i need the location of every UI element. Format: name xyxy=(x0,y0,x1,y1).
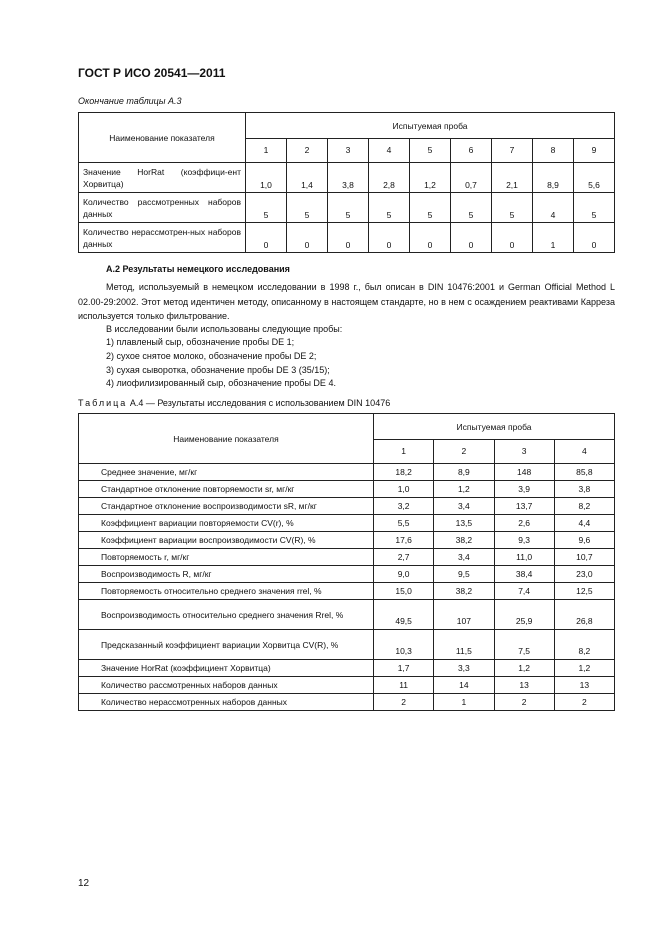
cell-value: 23,0 xyxy=(554,566,614,583)
cell-value: 10,7 xyxy=(554,549,614,566)
cell-value: 49,5 xyxy=(374,600,434,630)
cell-value: 11,5 xyxy=(434,630,494,660)
cell-value: 148 xyxy=(494,464,554,481)
cell-value: 8,2 xyxy=(554,630,614,660)
cell-value: 3,3 xyxy=(434,660,494,677)
cell-value: 2,8 xyxy=(369,163,410,193)
cell-value: 2 xyxy=(554,694,614,711)
table-a3-col-header: 3 xyxy=(328,139,369,163)
cell-value: 4 xyxy=(533,193,574,223)
cell-value: 3,4 xyxy=(434,549,494,566)
table-row xyxy=(79,464,615,481)
table-a4-col-header: 3 xyxy=(494,440,554,464)
cell-value: 1 xyxy=(533,223,574,253)
cell-value: 26,8 xyxy=(554,600,614,630)
cell-value: 1,2 xyxy=(554,660,614,677)
table-row xyxy=(79,630,615,660)
cell-value: 5,6 xyxy=(574,163,615,193)
cell-value: 13 xyxy=(554,677,614,694)
table-a3-col-header: 7 xyxy=(492,139,533,163)
cell-value: 1,0 xyxy=(374,481,434,498)
list-item: 4) лиофилизированный сыр, обозначение пробы DE 4. xyxy=(106,378,336,389)
cell-value: 0 xyxy=(451,223,492,253)
table-row xyxy=(79,532,615,549)
row-label: Количество рассмотренных наборов данных xyxy=(79,193,246,223)
cell-value: 3,8 xyxy=(554,481,614,498)
cell-value: 13,7 xyxy=(494,498,554,515)
cell-value: 38,4 xyxy=(494,566,554,583)
cell-value: 107 xyxy=(434,600,494,630)
table-a4-group-header: Испытуемая проба xyxy=(374,414,615,440)
cell-value: 10,3 xyxy=(374,630,434,660)
cell-value: 8,2 xyxy=(554,498,614,515)
cell-value: 9,3 xyxy=(494,532,554,549)
row-label: Предсказанный коэффициент вариации Хорвитца CV(R), % xyxy=(79,630,374,660)
row-label: Среднее значение, мг/кг xyxy=(79,464,374,481)
row-label: Значение HorRat (коэффици-ент Хорвитца) xyxy=(79,163,246,193)
table-row xyxy=(79,481,615,498)
section-paragraph: Метод, используемый в немецком исследовании в 1998 г., был описан в DIN 10476:2001 и German Official Method L 02.00-29:2002. Этот метод идентичен методу, описанному в настоящем стандарте, но в нем с осаждением реактивами Карреза используется только фильтрование. xyxy=(78,282,615,321)
table-row xyxy=(79,694,615,711)
cell-value: 3,4 xyxy=(434,498,494,515)
table-a3-col-header: 4 xyxy=(369,139,410,163)
cell-value: 5 xyxy=(451,193,492,223)
cell-value: 1,7 xyxy=(374,660,434,677)
list-item: 2) сухое снятое молоко, обозначение пробы DE 2; xyxy=(106,350,317,361)
table-a4-col-header: 2 xyxy=(434,440,494,464)
cell-value: 12,5 xyxy=(554,583,614,600)
table-row xyxy=(79,600,615,630)
table-row xyxy=(79,515,615,532)
cell-value: 85,8 xyxy=(554,464,614,481)
row-label: Стандартное отклонение воспроизводимости sR, мг/кг xyxy=(79,498,374,515)
cell-value: 0 xyxy=(287,223,328,253)
table-row xyxy=(79,193,615,223)
samples-intro: В исследовании были использованы следующие пробы: xyxy=(106,324,343,334)
table-a3-group-header: Испытуемая проба xyxy=(246,113,615,139)
samples-list xyxy=(106,336,336,391)
table-a4-col-header: 4 xyxy=(554,440,614,464)
cell-value: 9,0 xyxy=(374,566,434,583)
table-row xyxy=(79,163,615,193)
table-row xyxy=(79,223,615,253)
cell-value: 7,5 xyxy=(494,630,554,660)
row-label: Повторяемость r, мг/кг xyxy=(79,549,374,566)
section-heading: А.2 Результаты немецкого исследования xyxy=(106,264,290,274)
cell-value: 1,2 xyxy=(410,163,451,193)
cell-value: 2 xyxy=(374,694,434,711)
cell-value: 7,4 xyxy=(494,583,554,600)
table-a3-col-header: 9 xyxy=(574,139,615,163)
table-a3-col-header: 2 xyxy=(287,139,328,163)
table-a4-caption-prefix: Таблица xyxy=(78,398,128,408)
cell-value: 2,6 xyxy=(494,515,554,532)
cell-value: 13,5 xyxy=(434,515,494,532)
cell-value: 1,2 xyxy=(494,660,554,677)
cell-value: 11 xyxy=(374,677,434,694)
cell-value: 38,2 xyxy=(434,583,494,600)
table-a4-body xyxy=(79,464,615,711)
cell-value: 0 xyxy=(492,223,533,253)
cell-value: 5 xyxy=(287,193,328,223)
cell-value: 1 xyxy=(434,694,494,711)
row-label: Воспроизводимость R, мг/кг xyxy=(79,566,374,583)
cell-value: 9,5 xyxy=(434,566,494,583)
cell-value: 2 xyxy=(494,694,554,711)
row-label: Коэффициент вариации воспроизводимости CV(R), % xyxy=(79,532,374,549)
cell-value: 14 xyxy=(434,677,494,694)
cell-value: 38,2 xyxy=(434,532,494,549)
cell-value: 5 xyxy=(328,193,369,223)
table-row xyxy=(79,660,615,677)
table-a4-name-header: Наименование показателя xyxy=(79,414,374,464)
cell-value: 0 xyxy=(246,223,287,253)
cell-value: 3,2 xyxy=(374,498,434,515)
row-label: Воспроизводимость относительно среднего значения Rrel, % xyxy=(79,600,374,630)
cell-value: 25,9 xyxy=(494,600,554,630)
cell-value: 0 xyxy=(369,223,410,253)
cell-value: 5 xyxy=(410,193,451,223)
table-row xyxy=(79,677,615,694)
cell-value: 9,6 xyxy=(554,532,614,549)
cell-value: 0 xyxy=(328,223,369,253)
cell-value: 3,9 xyxy=(494,481,554,498)
cell-value: 15,0 xyxy=(374,583,434,600)
cell-value: 1,0 xyxy=(246,163,287,193)
cell-value: 0 xyxy=(410,223,451,253)
cell-value: 0 xyxy=(574,223,615,253)
table-a4-caption xyxy=(78,398,390,408)
cell-value: 4,4 xyxy=(554,515,614,532)
cell-value: 0,7 xyxy=(451,163,492,193)
table-a3-col-header: 5 xyxy=(410,139,451,163)
table-row xyxy=(79,498,615,515)
cell-value: 5,5 xyxy=(374,515,434,532)
cell-value: 8,9 xyxy=(434,464,494,481)
table-a3-caption: Окончание таблицы А.3 xyxy=(78,96,182,106)
cell-value: 2,1 xyxy=(492,163,533,193)
cell-value: 5 xyxy=(574,193,615,223)
list-item: 3) сухая сыворотка, обозначение пробы DE 3 (35/15); xyxy=(106,364,330,375)
row-label: Значение HorRat (коэффициент Хорвитца) xyxy=(79,660,374,677)
cell-value: 2,7 xyxy=(374,549,434,566)
cell-value: 5 xyxy=(369,193,410,223)
table-row xyxy=(79,549,615,566)
cell-value: 1,2 xyxy=(434,481,494,498)
table-a4 xyxy=(78,413,615,711)
row-label: Стандартное отклонение повторяемости sr, мг/кг xyxy=(79,481,374,498)
cell-value: 11,0 xyxy=(494,549,554,566)
cell-value: 18,2 xyxy=(374,464,434,481)
table-a4-caption-text: А.4 — Результаты исследования с использованием DIN 10476 xyxy=(129,398,391,408)
list-item: 1) плавленый сыр, обозначение пробы DE 1; xyxy=(106,337,295,347)
cell-value: 3,8 xyxy=(328,163,369,193)
table-a3-col-header: 6 xyxy=(451,139,492,163)
table-a3-col-header: 8 xyxy=(533,139,574,163)
row-label: Количество нерассмотренных наборов данных xyxy=(79,694,374,711)
cell-value: 5 xyxy=(492,193,533,223)
row-label: Количество рассмотренных наборов данных xyxy=(79,677,374,694)
table-a4-col-header: 1 xyxy=(374,440,434,464)
table-a3-col-header: 1 xyxy=(246,139,287,163)
cell-value: 13 xyxy=(494,677,554,694)
table-row xyxy=(79,566,615,583)
table-row xyxy=(79,583,615,600)
document-title: ГОСТ Р ИСО 20541—2011 xyxy=(78,66,226,80)
row-label: Коэффициент вариации повторяемости CV(r), % xyxy=(79,515,374,532)
cell-value: 1,4 xyxy=(287,163,328,193)
table-a3-name-header: Наименование показателя xyxy=(79,113,246,163)
table-a3 xyxy=(78,112,615,253)
cell-value: 17,6 xyxy=(374,532,434,549)
row-label: Количество нерассмотрен-ных наборов данных xyxy=(79,223,246,253)
cell-value: 5 xyxy=(246,193,287,223)
page-number: 12 xyxy=(78,878,90,889)
row-label: Повторяемость относительно среднего значения rrel, % xyxy=(79,583,374,600)
cell-value: 8,9 xyxy=(533,163,574,193)
